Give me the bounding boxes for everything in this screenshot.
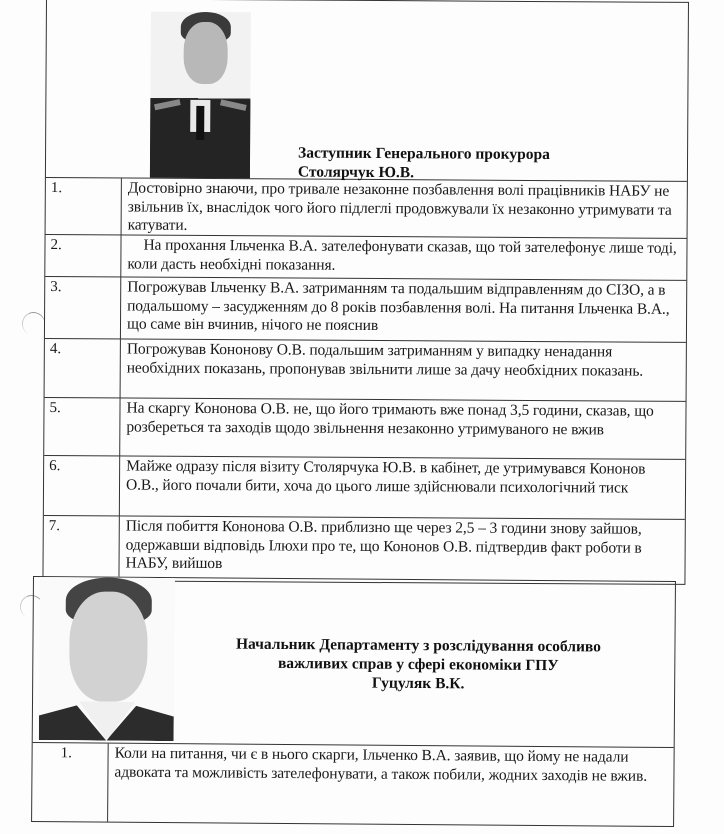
table-row <box>32 743 674 826</box>
table-row <box>45 277 686 343</box>
person-header <box>33 577 675 748</box>
row-number: 4. <box>45 339 121 397</box>
table-row <box>44 456 685 520</box>
row-number: 5. <box>44 398 120 455</box>
row-text: Погрожував Кононову О.В. подальшим затриманням у випадку ненадання необхідних показань, пропонував звільнити лише за дачу необхідних показань. <box>126 340 644 380</box>
row-text: Погрожував Ільченку В.А. затриманням та подальшим відправленням до СІЗО, а в подальшому – засудженням до 8 років позбавлення волі. На питання Ільченка В.А., що саме він вчинив, нічого не пояснив <box>126 278 670 335</box>
person-position-line2: важливих справ у сфері економіки ГПУ <box>277 654 559 675</box>
table-row <box>45 235 686 281</box>
row-number: 2. <box>45 235 121 276</box>
table-row <box>45 339 686 402</box>
table-row <box>43 516 684 580</box>
row-number: 6. <box>44 456 120 515</box>
row-text: Достовірно знаючи, про тривале незаконне позбавлення волі працівників НАБУ не звільнив їх, внаслідок чого його підлеглі продовжували їх незаконно утримувати та катувати. <box>127 179 672 235</box>
row-number: 1. <box>32 743 109 822</box>
row-text: Після побиття Кононова О.В. приблизно ще через 2,5 – 3 години знову зайшов, одержавши відповідь Ілюхи про те, що Кононов О.В. підтвердив факт роботи в НАБУ, вийшов <box>125 517 642 573</box>
accusation-table-stolyarchuk <box>42 0 689 585</box>
row-number: 3. <box>45 277 121 338</box>
face-shape <box>183 22 227 84</box>
table-row <box>44 398 685 460</box>
row-number: 1. <box>46 178 122 234</box>
portrait-photo-prosecutor <box>150 12 251 179</box>
row-text: На прохання Ільченка В.А. зателефонувати сказав, що той зателефонує лише тоді, коли дасть необхідні показання. <box>127 236 677 274</box>
row-text: На скаргу Кононова О.В. не, що його тримають вже понад 3,5 години, сказав, що розбереться та заходів щодо звільнення незаконно утримуваного не вжив <box>126 399 654 439</box>
person-name: Столярчук Ю.В. <box>297 163 415 182</box>
person-header <box>46 0 688 182</box>
person-title <box>298 144 550 184</box>
portrait-photo-official <box>39 577 175 741</box>
accusation-table-hutsulyak <box>31 576 676 827</box>
face-shape <box>69 591 148 702</box>
row-number: 7. <box>43 516 119 576</box>
person-name: Гуцуляк В.К. <box>371 674 465 693</box>
person-position-line1: Начальник Департаменту з розслідування особливо <box>235 635 602 656</box>
person-title <box>183 634 653 695</box>
person-position: Заступник Генерального прокурора <box>298 144 550 164</box>
row-text: Майже одразу після візиту Столярчука Ю.В. в кабінет, де утримувався Кононов О.В., його почали бити, хоча до цього лише здійснювали психологічний тиск <box>125 457 646 497</box>
tie-shape <box>196 106 204 140</box>
row-text: Коли на питання, чи є в нього скарги, Ільченко В.А. заявив, що йому не надали адвоката та можливість зателефонувати, а також побили, жодних заходів не вжив. <box>114 744 648 785</box>
table-row <box>46 178 687 239</box>
